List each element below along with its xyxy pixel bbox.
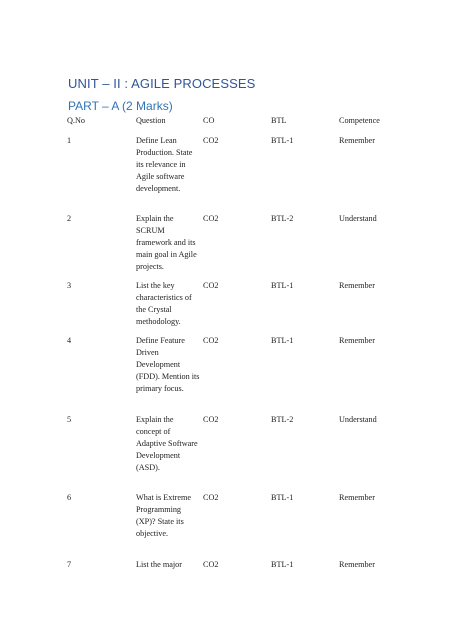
co-cell: CO2	[203, 336, 219, 345]
table-row	[67, 559, 419, 579]
qno-cell: 4	[67, 336, 72, 345]
competence-cell: Remember	[339, 136, 375, 145]
competence-cell: Understand	[339, 415, 377, 424]
unit-title: UNIT – II : AGILE PROCESSES	[68, 76, 256, 91]
btl-cell: BTL-2	[271, 415, 294, 424]
btl-cell: BTL-1	[271, 336, 294, 345]
qno-cell: 6	[67, 493, 72, 502]
header-competence: Competence	[339, 116, 380, 125]
table-row	[67, 335, 419, 414]
question-cell: List the major	[136, 560, 182, 569]
co-cell: CO2	[203, 281, 219, 290]
table-header-row	[67, 112, 419, 135]
header-co: CO	[203, 116, 215, 125]
header-btl: BTL	[271, 116, 287, 125]
question-cell: Explain the SCRUM framework and its main goal in Agile projects.	[136, 214, 197, 271]
competence-cell: Remember	[339, 560, 375, 569]
qno-cell: 2	[67, 214, 72, 223]
btl-cell: BTL-1	[271, 281, 294, 290]
qno-cell: 1	[67, 136, 72, 145]
table-row	[67, 414, 419, 492]
competence-cell: Remember	[339, 281, 375, 290]
question-cell: Explain the concept of Adaptive Software Development (ASD).	[136, 415, 198, 472]
qno-cell: 7	[67, 560, 72, 569]
question-cell: List the key characteristics of the Crystal methodology.	[136, 281, 192, 326]
header-qno: Q.No	[67, 116, 85, 125]
table-row	[67, 213, 419, 280]
question-cell: What is Extreme Programming (XP)? State its objective.	[136, 493, 192, 538]
qno-cell: 5	[67, 415, 72, 424]
btl-cell: BTL-1	[271, 560, 294, 569]
competence-cell: Understand	[339, 214, 377, 223]
table-row	[67, 492, 419, 559]
questions-table	[67, 112, 419, 579]
question-cell: Define Feature Driven Development (FDD). Mention its primary focus.	[136, 336, 200, 393]
qno-cell: 3	[67, 281, 72, 290]
co-cell: CO2	[203, 493, 219, 502]
btl-cell: BTL-1	[271, 493, 294, 502]
table-row	[67, 280, 419, 335]
question-cell: Define Lean Production. State its relevance in Agile software development.	[136, 136, 193, 193]
header-question: Question	[136, 116, 166, 125]
btl-cell: BTL-2	[271, 214, 294, 223]
competence-cell: Remember	[339, 493, 375, 502]
table-row	[67, 135, 419, 213]
co-cell: CO2	[203, 560, 219, 569]
part-title: PART – A (2 Marks)	[68, 99, 173, 113]
competence-cell: Remember	[339, 336, 375, 345]
btl-cell: BTL-1	[271, 136, 294, 145]
co-cell: CO2	[203, 415, 219, 424]
co-cell: CO2	[203, 136, 219, 145]
co-cell: CO2	[203, 214, 219, 223]
